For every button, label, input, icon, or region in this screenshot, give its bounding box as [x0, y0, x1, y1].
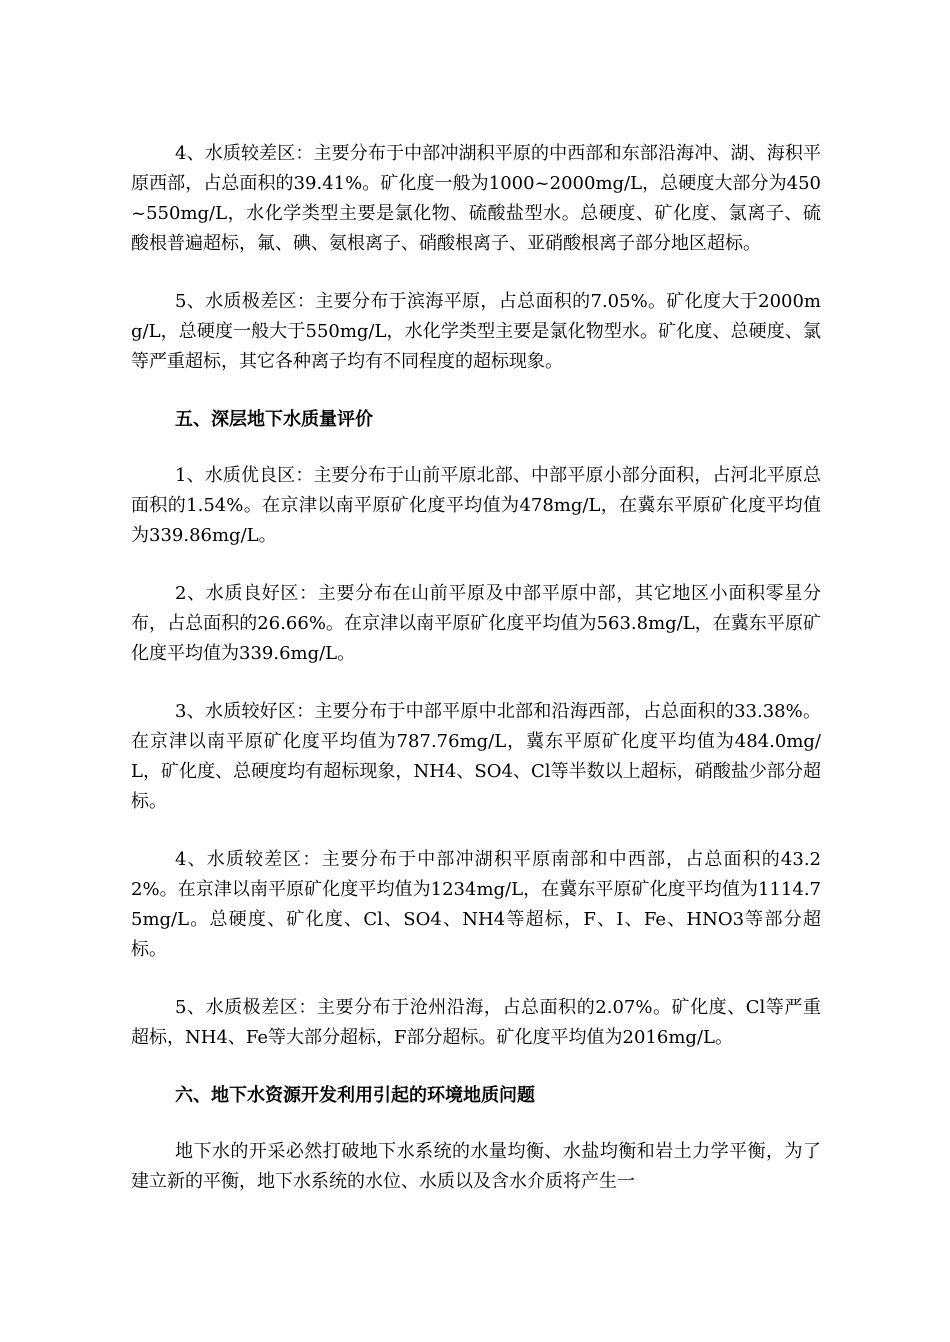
document-body: [131, 139, 821, 1225]
paragraph-deep-excellent-quality: 1、水质优良区：主要分布于山前平原北部、中部平原小部分面积，占河北平原总面积的1.54%。在京津以南平原矿化度平均值为478mg/L，在冀东平原矿化度平均值为339.86mg/L。: [131, 465, 821, 546]
paragraph-deep-fair-quality: 3、水质较好区：主要分布于中部平原中北部和沿海西部，占总面积的33.38%。在京津以南平原矿化度平均值为787.76mg/L，冀东平原矿化度平均值为484.0mg/L，矿化度、总硬度均有超标现象，NH4、SO4、Cl等半数以上超标，硝酸盐少部分超标。: [131, 701, 821, 812]
section-heading-environmental-issues: 六、地下水资源开发利用引起的环境地质问题: [175, 1085, 535, 1106]
paragraph-groundwater-extraction: 地下水的开采必然打破地下水系统的水量均衡、水盐均衡和岩土力学平衡，为了建立新的平衡，地下水系统的水位、水质以及含水介质将产生一: [131, 1141, 821, 1192]
paragraph-deep-good-quality: 2、水质良好区：主要分布在山前平原及中部平原中部，其它地区小面积零星分布，占总面积的26.66%。在京津以南平原矿化度平均值为563.8mg/L，在冀东平原矿化度平均值为339.6mg/L。: [131, 583, 821, 664]
paragraph-shallow-poor-quality: 4、水质较差区：主要分布于中部冲湖积平原的中西部和东部沿海冲、湖、海积平原西部，占总面积的39.41%。矿化度一般为1000~2000mg/L，总硬度大部分为450~550mg/L，水化学类型主要是氯化物、硫酸盐型水。总硬度、矿化度、氯离子、硫酸根普遍超标，氟、碘、氨根离子、硝酸根离子、亚硝酸根离子部分地区超标。: [131, 143, 821, 254]
paragraph-deep-poor-quality: 4、水质较差区：主要分布于中部冲湖积平原南部和中西部，占总面积的43.22%。在京津以南平原矿化度平均值为1234mg/L，在冀东平原矿化度平均值为1114.75mg/L。总硬度、矿化度、Cl、SO4、NH4等超标，F、I、Fe、HNO3等部分超标。: [131, 849, 821, 960]
paragraph-shallow-very-poor-quality: 5、水质极差区：主要分布于滨海平原，占总面积的7.05%。矿化度大于2000mg/L，总硬度一般大于550mg/L，水化学类型主要是氯化物型水。矿化度、总硬度、氯等严重超标，其它各种离子均有不同程度的超标现象。: [131, 291, 821, 372]
section-heading-deep-groundwater: 五、深层地下水质量评价: [175, 409, 373, 430]
paragraph-deep-very-poor-quality: 5、水质极差区：主要分布于沧州沿海，占总面积的2.07%。矿化度、Cl等严重超标，NH4、Fe等大部分超标，F部分超标。矿化度平均值为2016mg/L。: [131, 997, 821, 1048]
